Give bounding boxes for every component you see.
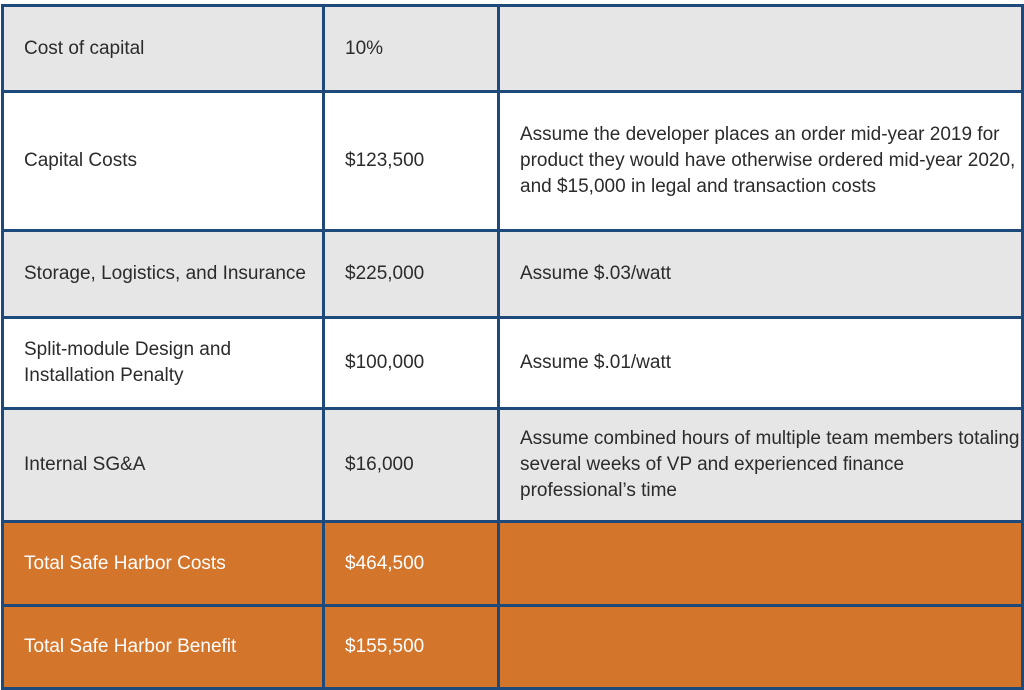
total-note [499,606,1023,689]
table-row-internal-sga [3,409,1023,522]
table-row-capital-costs [3,92,1023,231]
row-note: Assume the developer places an order mid-year 2019 for product they would have otherwise ordered mid-year 2020, and $15,000 in legal and transaction costs [499,92,1023,231]
total-note [499,522,1023,606]
table-row-total-costs [3,522,1023,606]
row-note [499,6,1023,92]
table-row-storage-logistics [3,231,1023,318]
table-row-split-module [3,318,1023,409]
row-value: $123,500 [324,92,499,231]
row-label: Internal SG&A [3,409,324,522]
table-row-cost-of-capital [3,6,1023,92]
row-value: $100,000 [324,318,499,409]
total-label: Total Safe Harbor Costs [3,522,324,606]
row-note: Assume $.01/watt [499,318,1023,409]
total-label: Total Safe Harbor Benefit [3,606,324,689]
row-label: Capital Costs [3,92,324,231]
total-value: $155,500 [324,606,499,689]
row-label: Split-module Design and Installation Penalty [3,318,324,409]
row-value: 10% [324,6,499,92]
row-label: Cost of capital [3,6,324,92]
row-note: Assume combined hours of multiple team members totaling several weeks of VP and experienced finance professional’s time [499,409,1023,522]
table-row-total-benefit [3,606,1023,689]
row-label: Storage, Logistics, and Insurance [3,231,324,318]
row-value: $225,000 [324,231,499,318]
row-value: $16,000 [324,409,499,522]
total-value: $464,500 [324,522,499,606]
safe-harbor-cost-table [1,4,1024,690]
row-note: Assume $.03/watt [499,231,1023,318]
